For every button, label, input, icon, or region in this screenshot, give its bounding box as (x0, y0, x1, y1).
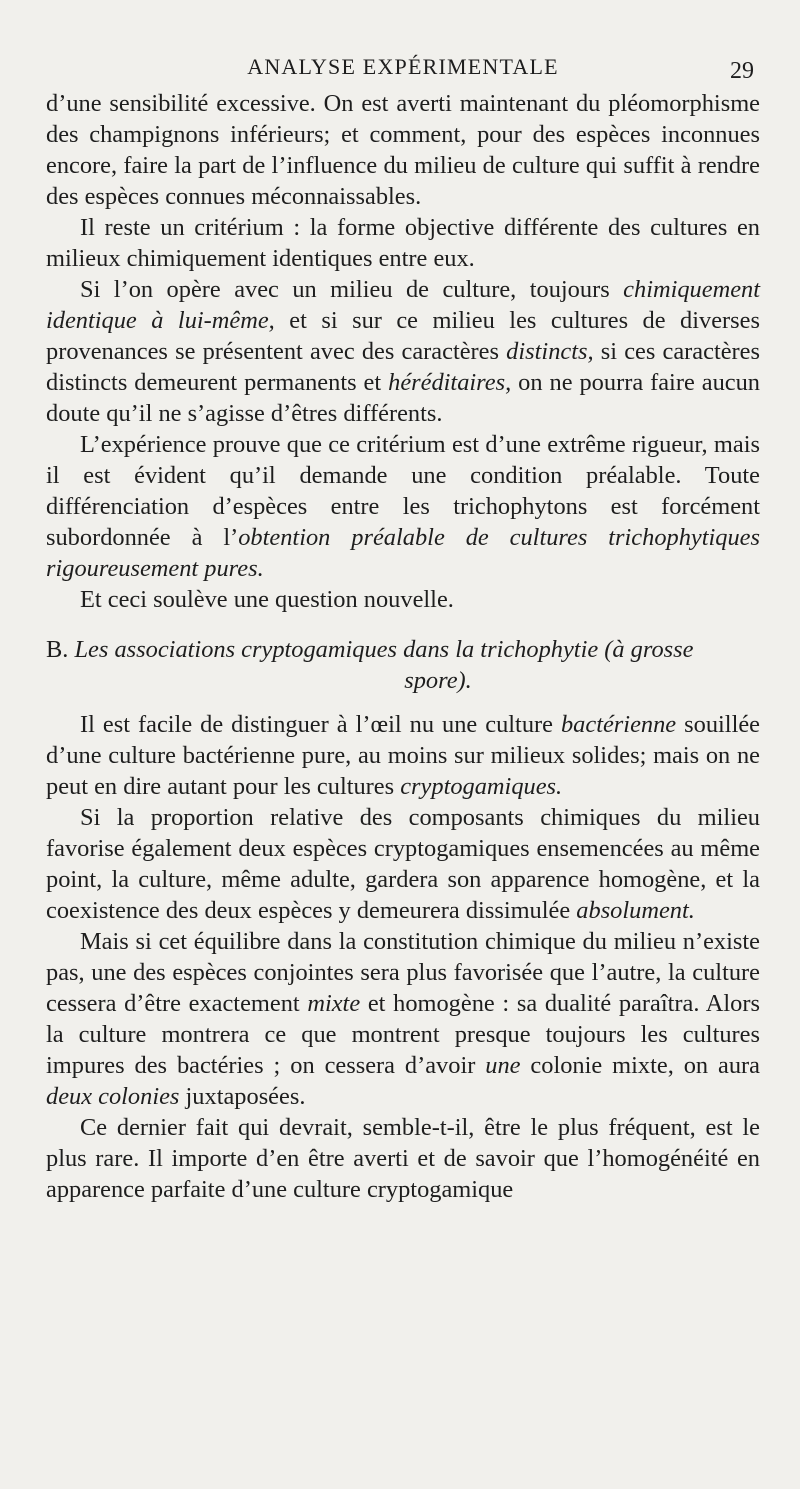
p8-text-g: juxtaposées. (179, 1083, 306, 1110)
section-heading (46, 634, 760, 665)
paragraph-2: Il reste un critérium : la forme objective différente des cultures en milieux chimiquement identiques entre eux. (46, 214, 760, 272)
p3-text-e: si ces caractères distincts demeurent permanents et (46, 338, 760, 396)
running-title: ANALYSE EXPÉRIMENTALE (247, 54, 559, 79)
p6-emph-b: bactérienne (560, 711, 677, 738)
paragraph-4 (46, 429, 760, 584)
p8-text-e: colonie mixte, on aura (520, 1052, 761, 1079)
page-body (46, 88, 760, 1205)
p3-text-g: on ne pourra faire aucun doute qu’il ne s’agisse d’êtres différents. (46, 369, 760, 427)
section-label: B. (46, 636, 69, 663)
page-header (46, 54, 760, 88)
section-title-continued: spore). (404, 667, 472, 694)
paragraph-5: Et ceci soulève une question nouvelle. (80, 586, 454, 613)
paragraph-7 (46, 802, 760, 926)
p4-emph-b: obtention préalable de cultures trichophytiques rigoureusement pures. (46, 524, 761, 582)
section-title: Les associations cryptogamiques dans la trichophytie (à grosse (74, 636, 694, 663)
p3-text-a: Si l’on opère avec un milieu de culture, toujours (80, 276, 624, 303)
p8-emph-b: mixte (307, 990, 361, 1017)
paragraph-6 (46, 709, 760, 802)
p8-text-a: Mais si cet équilibre dans la constitution chimique du milieu n’existe pas, une des espèces conjointes sera plus favorisée que l’autre, la culture cessera d’être exactement (46, 928, 760, 1017)
p8-emph-f: deux colonies (46, 1083, 180, 1110)
page-number: 29 (730, 58, 754, 84)
p6-text-c: souillée d’une culture bactérienne pure, au moins sur milieux solides; mais on ne peut en dire autant pour les cultures (46, 711, 760, 800)
p7-emph-b: absolument. (576, 897, 695, 924)
p3-emph-d: distincts, (506, 338, 594, 365)
p4-text-a: L’expérience prouve que ce critérium est d’une extrême rigueur, mais il est évident qu’il demande une condition préalable. Toute différenciation d’espèces entre les trichophytons est forcément subordonnée à l’ (46, 431, 760, 551)
paragraph-8 (46, 926, 760, 1112)
p3-emph-b: chimiquement identique à lui-même, (46, 276, 760, 334)
paragraph-9: Ce dernier fait qui devrait, semble-t-il, être le plus fréquent, est le plus rare. Il importe d’en être averti et de savoir que l’homogénéité en apparence parfaite d’une culture cryptogamique (46, 1114, 760, 1203)
p8-text-c: et homogène : sa dualité paraîtra. Alors la culture montrera ce que montrent presque toujours les cultures impures des bactéries ; on cessera d’avoir (46, 990, 760, 1079)
p7-text-a: Si la proportion relative des composants chimiques du milieu favorise également deux espèces cryptogamiques ensemencées au même point, la culture, même adulte, gardera son apparence homogène, et la coexistence des deux espèces y demeurera dissimulée (46, 804, 760, 924)
paragraph-3 (46, 274, 760, 429)
p3-text-c: et si sur ce milieu les cultures de diverses provenances se présentent avec des caractères (46, 307, 760, 365)
p8-emph-d: une (485, 1052, 521, 1079)
p6-emph-d: cryptogamiques. (400, 773, 563, 800)
paragraph-1: d’une sensibilité excessive. On est averti maintenant du pléomorphisme des champignons inférieurs; et comment, pour des espèces inconnues encore, faire la part de l’influence du milieu de culture qui suffit à rendre des espèces connues méconnaissables. (46, 90, 760, 210)
p6-text-a: Il est facile de distinguer à l’œil nu une culture (80, 711, 561, 738)
p3-emph-f: héréditaires, (388, 369, 512, 396)
